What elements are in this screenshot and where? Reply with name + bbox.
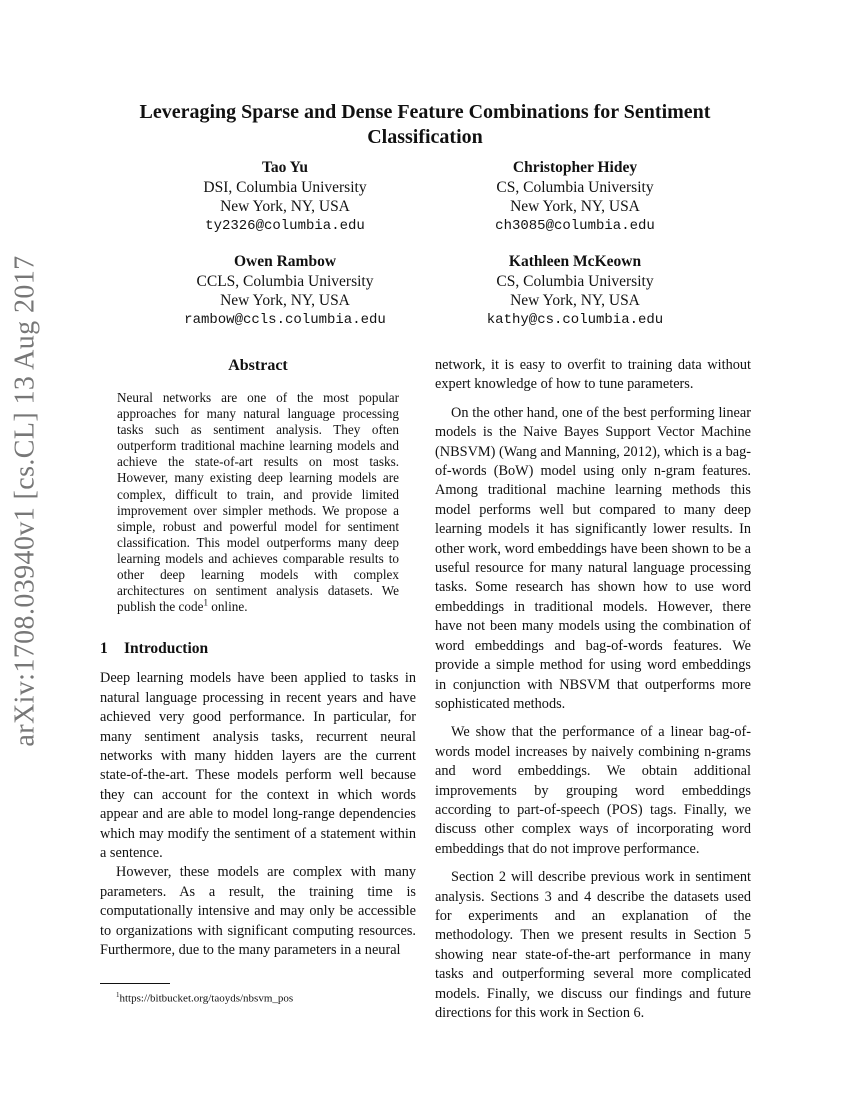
arxiv-stamp-text: arXiv:1708.03940v1 [cs.CL] 13 Aug 2017 xyxy=(10,255,42,747)
author-location: New York, NY, USA xyxy=(510,198,640,215)
footnote-number: 1 xyxy=(116,991,120,999)
title-line-1: Leveraging Sparse and Dense Feature Combinations for Sentiment xyxy=(139,101,711,123)
author-christopher-hidey xyxy=(430,158,720,236)
author-name: Owen Rambow xyxy=(233,253,337,270)
abstract-text xyxy=(117,390,399,615)
author-name: Tao Yu xyxy=(261,159,309,176)
footnote-rule xyxy=(100,983,170,984)
author-affiliation: CCLS, Columbia University xyxy=(196,272,374,290)
author-email[interactable]: ty2326@columbia.edu xyxy=(205,217,365,234)
section-number: 1 xyxy=(100,640,108,658)
section-title: Introduction xyxy=(124,640,209,658)
author-kathleen-mckeown xyxy=(430,252,720,330)
intro-paragraph-1: Deep learning models have been applied to tasks in natural language processing in recent years and have achieved very good performance. In particular, for many sentiment analysis tasks, recurrent neural networks with many hidden layers are the current state-of-the-art. These models perform well because they can account for the context in which words appear and are able to model long-range dependencies which may modify the sentiment of a statement within a sentence. xyxy=(100,670,416,861)
right-paragraph-3: We show that the performance of a linear bag-of-words model increases by naively combining n-grams and word embeddings. We obtain additional improvements by grouping word embeddings according to part-of-speech (POS) tags. Finally, we discuss other complex ways of incorporating word embeddings that do not improve performance. xyxy=(435,724,751,857)
author-location: New York, NY, USA xyxy=(220,292,350,309)
footnote xyxy=(100,983,416,1006)
right-column xyxy=(435,356,751,1023)
left-column xyxy=(100,356,416,960)
author-name: Christopher Hidey xyxy=(512,159,638,176)
author-owen-rambow xyxy=(140,252,430,330)
author-name: Kathleen McKeown xyxy=(508,253,642,270)
section-heading-introduction xyxy=(100,639,416,659)
right-paragraph-2: On the other hand, one of the best performing linear models is the Naive Bayes Support Vector Machine (NBSVM) (Wang and Manning, 2012), which is a bag-of-words (BoW) model using only n-gram features. Among traditional machine learning methods this model performs well but compared to many deep learning models it has significantly lower results. In other work, word embeddings have been shown to be a useful resource for many natural language processing tasks. Some research has shown how to use word embeddings in traditional models. However, there have not been many models using the combination of word embeddings and bag-of-words features. We provide a simple method for using word embeddings in conjunction with NBSVM that outperforms more sophisticated methods. xyxy=(435,404,751,712)
arxiv-stamp xyxy=(4,255,48,747)
author-location: New York, NY, USA xyxy=(510,292,640,309)
paper-title xyxy=(100,100,750,150)
footnote-text xyxy=(100,988,416,1006)
author-email[interactable]: kathy@cs.columbia.edu xyxy=(486,311,664,328)
author-affiliation: CS, Columbia University xyxy=(496,178,654,196)
right-paragraph-4: Section 2 will describe previous work in sentiment analysis. Sections 3 and 4 describe the datasets used for experiments and an explanation of the methodology. Then we present results in Section 5 showing near state-of-the-art performance in many tasks and outperforming several more complicated models. Finally, we discuss our findings and future directions for this work in Section 6. xyxy=(435,869,751,1021)
author-email[interactable]: rambow@ccls.columbia.edu xyxy=(184,311,386,328)
author-affiliation: DSI, Columbia University xyxy=(203,178,367,196)
intro-paragraph-2: However, these models are complex with many parameters. As a result, the training time is computationally intensive and may only be accessible to organizations with significant computing resources. Furthermore, due to the many parameters in a neural xyxy=(100,864,416,958)
abstract-heading: Abstract xyxy=(228,357,288,374)
abstract-body-end: online. xyxy=(207,599,248,615)
author-block xyxy=(140,158,720,330)
author-tao-yu xyxy=(140,158,430,236)
abstract-body: Neural networks are one of the most popular approaches for many natural language processing tasks such as sentiment analysis. They often outperform traditional machine learning models and achieve the state-of-art results on most tasks. However, many existing deep learning models are complex, difficult to train, and provide limited improvement over simpler methods. We propose a simple, robust and powerful model for sentiment classification. This model outperforms many deep learning models and achieves comparable results to other deep learning models with complex architectures on sentiment analysis datasets. We publish the code xyxy=(117,390,399,615)
title-line-2: Classification xyxy=(367,126,483,148)
author-affiliation: CS, Columbia University xyxy=(496,272,654,290)
author-location: New York, NY, USA xyxy=(220,198,350,215)
right-paragraph-1: network, it is easy to overfit to training data without expert knowledge of how to tune parameters. xyxy=(435,357,751,393)
author-email[interactable]: ch3085@columbia.edu xyxy=(495,217,655,234)
footnote-link[interactable]: https://bitbucket.org/taoyds/nbsvm_pos xyxy=(119,992,294,1005)
footnote-marker[interactable]: 1 xyxy=(203,597,208,608)
